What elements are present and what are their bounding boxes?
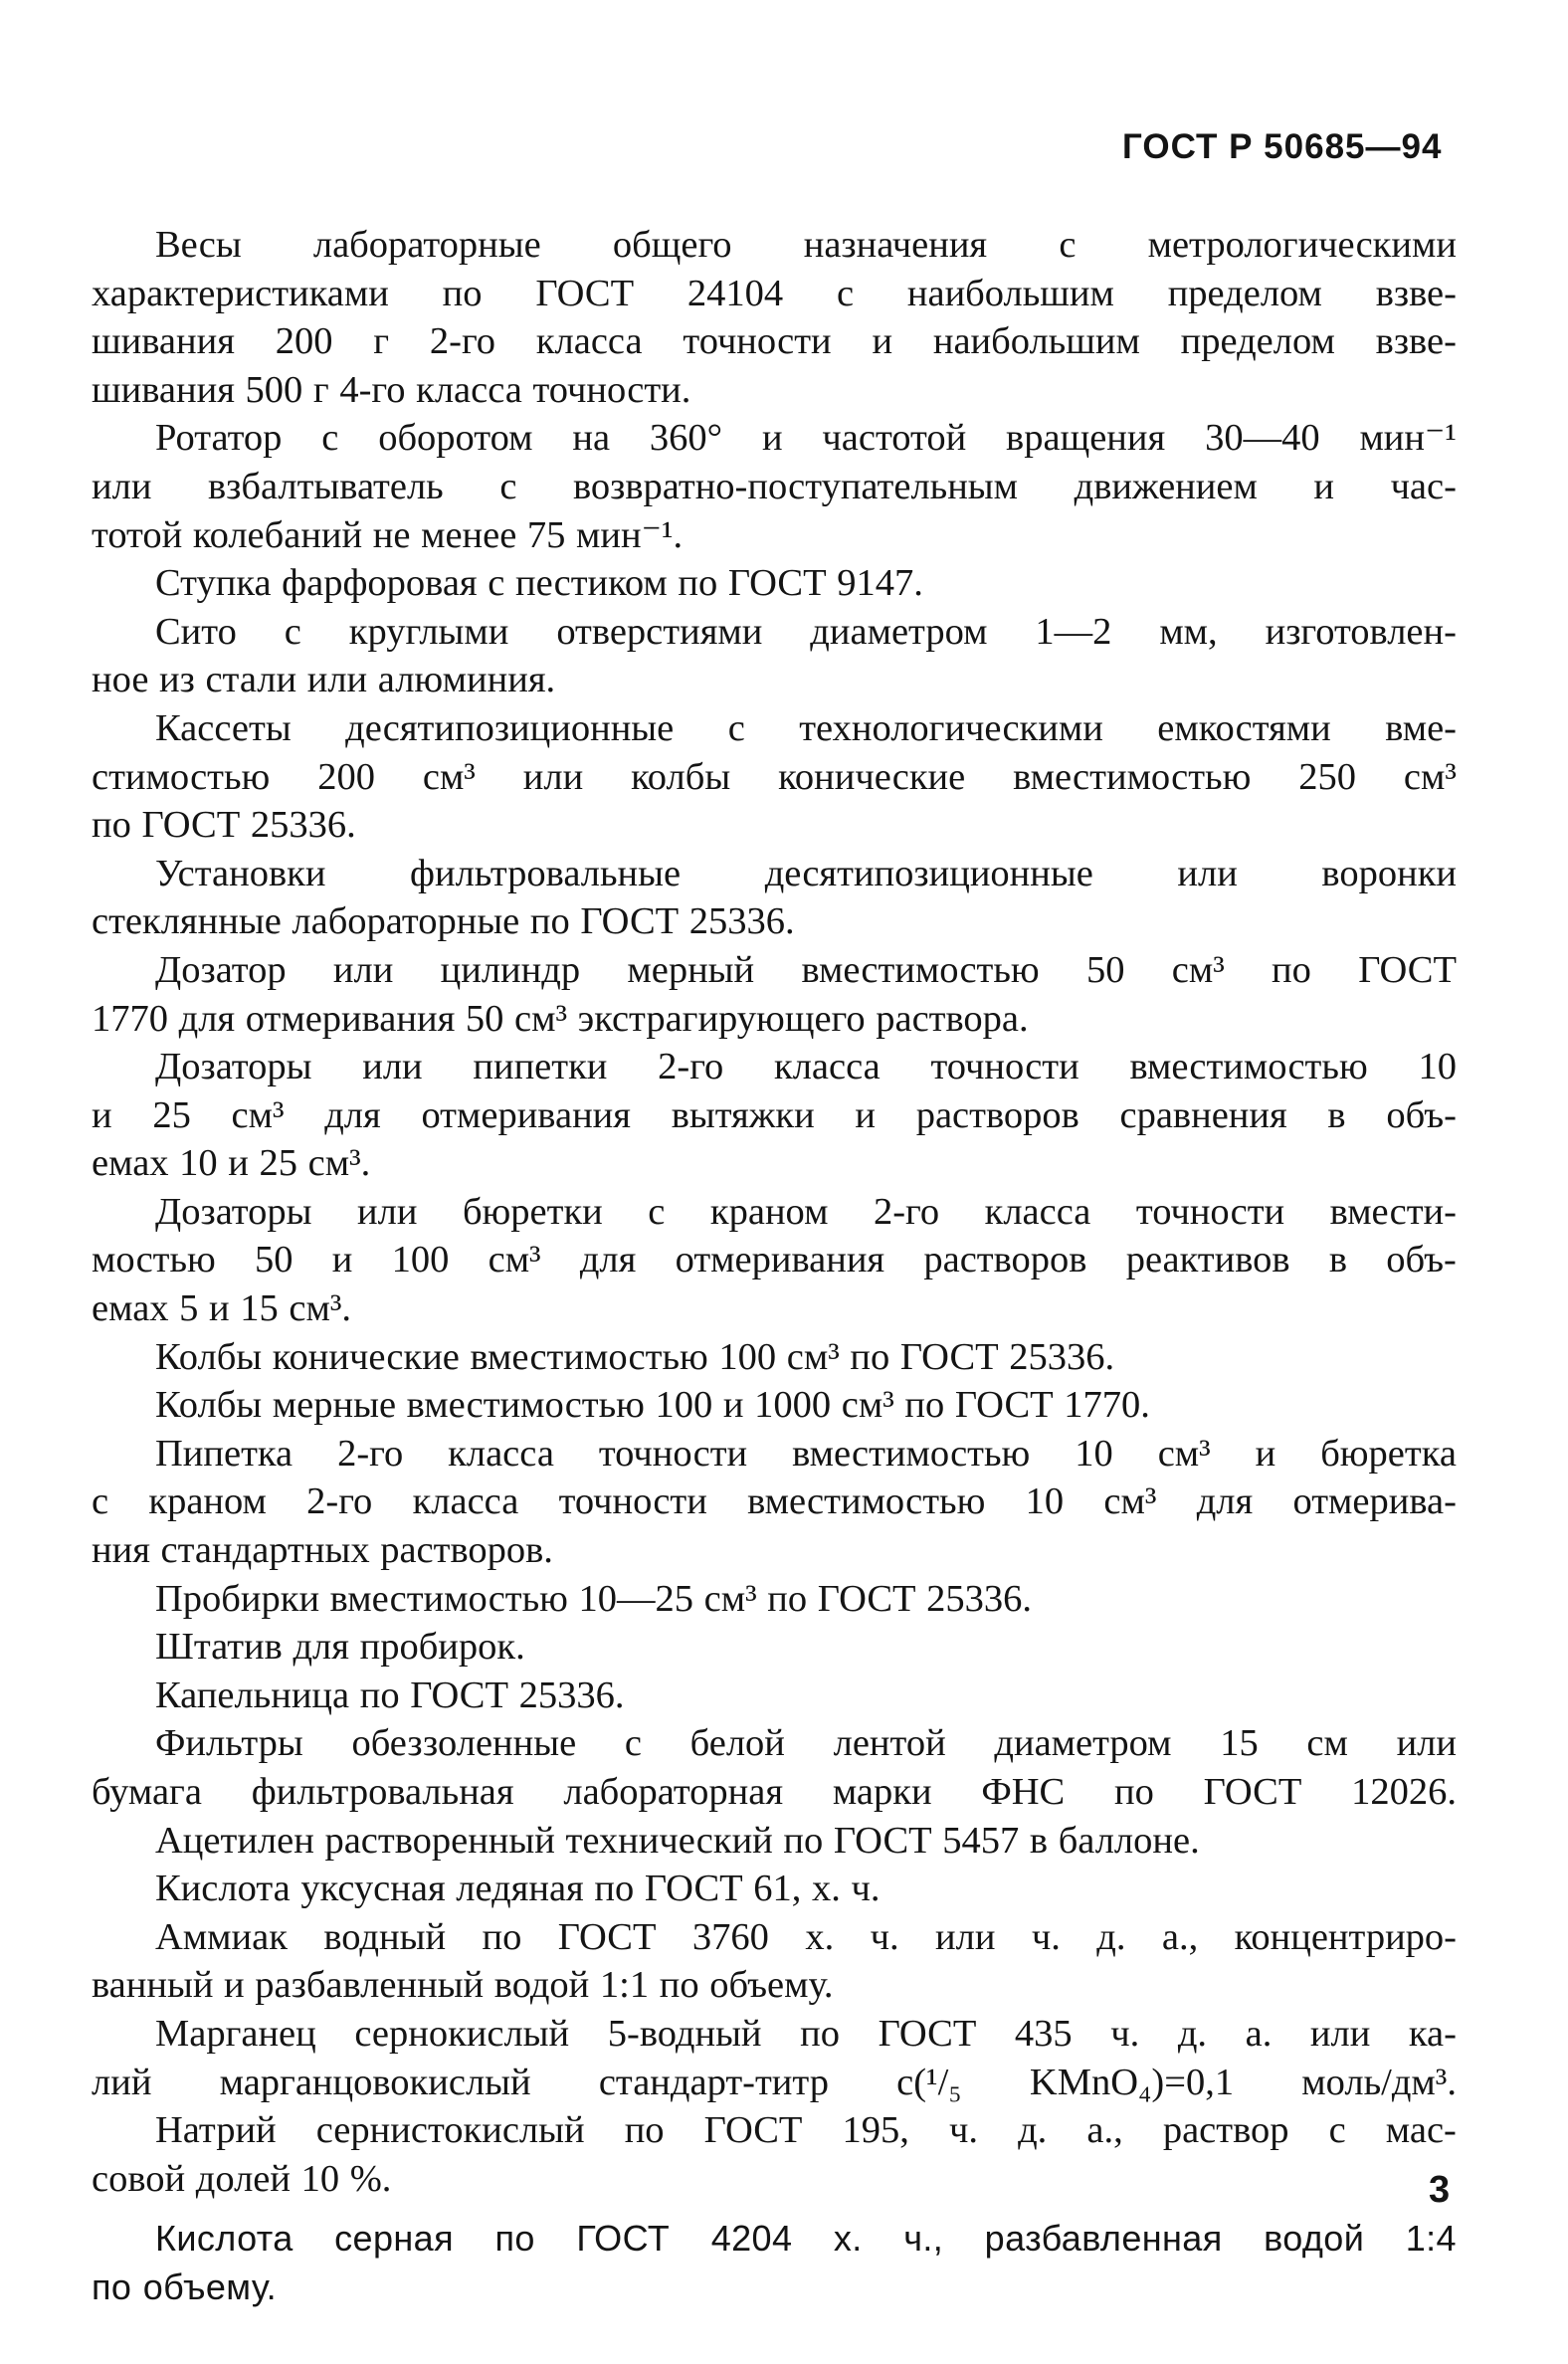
text-line: шивания 500 г 4-го класса точности. xyxy=(92,368,691,411)
word: Ротатор xyxy=(155,417,283,460)
word: отмеривания xyxy=(421,1093,631,1136)
text-line: Кислота уксусная ледяная по ГОСТ 61, х. ч. xyxy=(155,1868,881,1910)
word: белой xyxy=(689,1722,785,1765)
word: ч. xyxy=(870,1915,899,1958)
word: или xyxy=(92,465,152,507)
word: 24104 xyxy=(686,272,784,314)
word: лабораторные xyxy=(312,224,541,266)
word: марки xyxy=(832,1771,932,1813)
word: с xyxy=(624,1722,642,1765)
word: растворов xyxy=(915,1093,1079,1136)
word: см³ xyxy=(231,1093,285,1136)
text-line xyxy=(92,1768,1457,1817)
word: 10 xyxy=(1418,1046,1457,1088)
word: Кислота xyxy=(155,2218,294,2260)
word: или xyxy=(1396,1722,1457,1765)
word: стандарт-титр xyxy=(598,2061,829,2103)
word: 1:4 xyxy=(1405,2218,1457,2260)
word: в xyxy=(1327,1093,1346,1136)
word: Кассеты xyxy=(155,706,292,749)
word: десятипозиционные xyxy=(345,706,675,749)
word: Аммиак xyxy=(155,1915,288,1958)
text-line: 1770 для отмеривания 50 см³ экстрагирующего раствора. xyxy=(92,997,1029,1040)
word: 195, xyxy=(842,2109,909,2152)
word: вместимостью xyxy=(792,1432,1031,1475)
word: д. xyxy=(1018,2109,1048,2152)
word: растворов xyxy=(923,1239,1087,1281)
word: и xyxy=(92,1093,112,1136)
word: сернистокислый xyxy=(315,2109,585,2152)
word: по xyxy=(624,2109,665,2152)
word: шивания xyxy=(92,320,235,363)
text-line: Штатив для пробирок. xyxy=(155,1626,525,1669)
text-line: совой долей 10 %. xyxy=(92,2157,392,2200)
word: мм, xyxy=(1159,610,1218,653)
text-line xyxy=(92,221,1457,270)
word: изготовлен- xyxy=(1265,610,1457,653)
word: 10 xyxy=(1075,1432,1113,1475)
word: см³ xyxy=(1403,755,1457,798)
word: отверстиями xyxy=(556,610,763,653)
word: или xyxy=(357,1190,418,1233)
page-number: 3 xyxy=(1429,2169,1451,2211)
word: ч. xyxy=(1031,1915,1061,1958)
text-line xyxy=(92,1719,1457,1768)
text-line: ванный и разбавленный водой 1:1 по объему. xyxy=(92,1964,834,2007)
word: с xyxy=(836,272,855,314)
word: по xyxy=(800,2012,840,2055)
word: и xyxy=(331,1239,353,1281)
word: или xyxy=(332,948,394,991)
word: и xyxy=(855,1093,876,1136)
word: в xyxy=(1328,1239,1348,1281)
document-code-header: ГОСТ Р 50685—94 xyxy=(1122,127,1443,166)
text-line: ния стандартных растворов. xyxy=(92,1529,553,1572)
word: цилиндр xyxy=(440,948,581,991)
word: с xyxy=(727,706,745,749)
word: обеззоленные xyxy=(351,1722,577,1765)
word: Натрий xyxy=(155,2109,277,2152)
word: лентой xyxy=(833,1722,946,1765)
word: воронки xyxy=(1321,852,1457,894)
word: ч. xyxy=(948,2109,978,2152)
word: сернокислый xyxy=(354,2012,570,2055)
word: для xyxy=(579,1239,637,1281)
word: вместимостью xyxy=(801,948,1040,991)
text-line xyxy=(92,1236,1457,1284)
word: круглыми xyxy=(348,610,509,653)
word: или xyxy=(1309,2012,1371,2055)
word: по xyxy=(1113,1771,1154,1813)
word: взве- xyxy=(1375,272,1457,314)
text-line: Пробирки вместимостью 10—25 см³ по ГОСТ 25336. xyxy=(155,1577,1033,1620)
word: с xyxy=(499,465,517,507)
word: Фильтры xyxy=(155,1722,303,1765)
word: ФНС xyxy=(981,1771,1066,1813)
word: пределом xyxy=(1180,320,1335,363)
word: точности xyxy=(558,1480,707,1523)
word: метрологическими xyxy=(1147,224,1457,266)
text-line xyxy=(92,753,1457,802)
word: г xyxy=(373,320,390,363)
text-line: тотой колебаний не менее 75 мин⁻¹. xyxy=(92,513,684,556)
word: с xyxy=(321,417,339,460)
word: раствор xyxy=(1162,2109,1289,2152)
word: для xyxy=(324,1093,381,1136)
word: 2-го xyxy=(306,1480,373,1523)
word: точности xyxy=(1135,1190,1285,1233)
word: марганцовокислый xyxy=(219,2061,531,2103)
text-line xyxy=(92,850,1457,898)
word: и xyxy=(761,417,783,460)
word: 10 xyxy=(1025,1480,1065,1523)
word: класса xyxy=(535,320,643,363)
word: д. xyxy=(1177,2012,1208,2055)
word: Установки xyxy=(155,852,326,894)
word: мин⁻¹ xyxy=(1359,417,1457,460)
word: десятипозиционные xyxy=(764,852,1093,894)
word: стимостью xyxy=(92,755,271,798)
word: с xyxy=(92,1480,109,1523)
word: класса xyxy=(412,1480,519,1523)
word: или xyxy=(522,755,584,798)
word: оборотом xyxy=(378,417,533,460)
word: водой xyxy=(1264,2218,1365,2260)
word: д. xyxy=(1096,1915,1126,1958)
word: по xyxy=(494,2218,535,2260)
word: объ- xyxy=(1386,1093,1457,1136)
word: 30—40 xyxy=(1205,417,1320,460)
word: а., xyxy=(1086,2109,1123,2152)
word: движением xyxy=(1074,465,1258,507)
word: пипетки xyxy=(473,1046,608,1088)
word: х. xyxy=(833,2218,863,2260)
word: Дозаторы xyxy=(155,1190,312,1233)
text-line xyxy=(92,1913,1457,1962)
word: ГОСТ xyxy=(557,1915,657,1958)
word: вытяжки xyxy=(671,1093,815,1136)
word: Дозатор xyxy=(155,948,287,991)
word: ч. xyxy=(1110,2012,1140,2055)
word: а. xyxy=(1245,2012,1273,2055)
word: см³ xyxy=(1103,1480,1157,1523)
word: диаметром xyxy=(810,610,988,653)
word: пределом xyxy=(1167,272,1322,314)
word: по xyxy=(442,272,483,314)
text-line xyxy=(92,1188,1457,1237)
text-line xyxy=(92,463,1457,511)
word: вмести- xyxy=(1329,1190,1457,1233)
word: отмерива- xyxy=(1292,1480,1457,1523)
word: моль/дм³. xyxy=(1301,2061,1457,2103)
word: наибольшим xyxy=(932,320,1140,363)
word: мостью xyxy=(92,1239,216,1281)
word: бюретки xyxy=(462,1190,603,1233)
word: 12026. xyxy=(1351,1771,1457,1813)
word: а., xyxy=(1161,1915,1199,1958)
word: класса xyxy=(448,1432,554,1475)
word: конические xyxy=(778,755,966,798)
word: и xyxy=(1255,1432,1276,1475)
word: характеристиками xyxy=(92,272,389,314)
text-line: Капельница по ГОСТ 25336. xyxy=(155,1674,625,1716)
word: по xyxy=(482,1915,522,1958)
word: или xyxy=(1177,852,1238,894)
text-line: емах 10 и 25 см³. xyxy=(92,1142,371,1185)
text-line: Ацетилен растворенный технический по ГОСТ 5457 в баллоне. xyxy=(155,1819,1200,1862)
word: и xyxy=(872,320,893,363)
word: лабораторная xyxy=(563,1771,784,1813)
word: мас- xyxy=(1385,2109,1457,2152)
word: наибольшим xyxy=(906,272,1114,314)
text-line xyxy=(92,1043,1457,1091)
text-line xyxy=(92,2106,1457,2155)
word: 200 xyxy=(275,320,333,363)
word: с xyxy=(648,1190,666,1233)
word: с xyxy=(1059,224,1077,266)
word: ГОСТ xyxy=(703,2109,803,2152)
word: 50 xyxy=(1085,948,1125,991)
word: 200 xyxy=(317,755,375,798)
word: c(¹/₅ xyxy=(896,2061,962,2103)
word: точности xyxy=(683,320,832,363)
word: и xyxy=(1313,465,1334,507)
word: х. xyxy=(805,1915,835,1958)
word: вместимостью xyxy=(747,1480,986,1523)
word: см³ xyxy=(1157,1432,1211,1475)
text-line: ное из стали или алюминия. xyxy=(92,659,556,701)
word: см³ xyxy=(1171,948,1225,991)
word: 2-го xyxy=(873,1190,940,1233)
word: общего xyxy=(612,224,732,266)
word: Дозаторы xyxy=(155,1046,312,1088)
text-line xyxy=(92,608,1457,657)
word: 2-го xyxy=(658,1046,724,1088)
word: возвратно-поступательным xyxy=(572,465,1019,507)
word: фильтровальные xyxy=(410,852,682,894)
word: Пипетка xyxy=(155,1432,294,1475)
word: водный xyxy=(323,1915,447,1958)
word: 250 xyxy=(1298,755,1357,798)
word: вместимостью xyxy=(1129,1046,1368,1088)
word: диаметром xyxy=(994,1722,1172,1765)
word: или xyxy=(362,1046,423,1088)
word: ГОСТ xyxy=(1358,948,1457,991)
word: класса xyxy=(984,1190,1091,1233)
text-line: по ГОСТ 25336. xyxy=(92,804,356,847)
word: ка- xyxy=(1408,2012,1457,2055)
word: частотой xyxy=(822,417,967,460)
word: точности xyxy=(930,1046,1079,1088)
word: 25 xyxy=(152,1093,191,1136)
word: 4204 xyxy=(710,2218,793,2260)
text-line xyxy=(92,2215,1457,2264)
word: класса xyxy=(774,1046,881,1088)
word: емкостями xyxy=(1157,706,1331,749)
word: 50 xyxy=(255,1239,294,1281)
word: для xyxy=(1196,1480,1254,1523)
word: ч., xyxy=(903,2218,944,2260)
word: ГОСТ xyxy=(576,2218,671,2260)
word: с xyxy=(1328,2109,1346,2152)
word: серная xyxy=(334,2218,454,2260)
word: 100 xyxy=(391,1239,450,1281)
text-line: Колбы конические вместимостью 100 см³ по ГОСТ 25336. xyxy=(155,1335,1115,1378)
word: реактивов xyxy=(1125,1239,1290,1281)
word: 2-го xyxy=(337,1432,404,1475)
word: лий xyxy=(92,2061,152,2103)
text-line xyxy=(92,270,1457,318)
text-line xyxy=(92,317,1457,366)
text-line: по объему. xyxy=(92,2266,278,2307)
word: бумага xyxy=(92,1771,202,1813)
word: см³ xyxy=(488,1239,541,1281)
word: 5-водный xyxy=(607,2012,762,2055)
word: с xyxy=(284,610,301,653)
word: сравнения xyxy=(1119,1093,1287,1136)
document-body xyxy=(92,221,1457,2312)
word: ГОСТ xyxy=(878,2012,977,2055)
word: см³ xyxy=(422,755,476,798)
text-line xyxy=(92,1091,1457,1140)
word: колбы xyxy=(631,755,731,798)
word: Весы xyxy=(155,224,242,266)
word: отмеривания xyxy=(675,1239,885,1281)
word: Сито xyxy=(155,610,237,653)
word: точности xyxy=(598,1432,748,1475)
word: технологическими xyxy=(799,706,1103,749)
text-line xyxy=(92,946,1457,995)
word: KMnO₄)=0,1 xyxy=(1029,2061,1235,2103)
word: по xyxy=(1272,948,1311,991)
word: разбавленная xyxy=(984,2218,1223,2260)
text-line xyxy=(92,2010,1457,2059)
word: ГОСТ xyxy=(1203,1771,1302,1813)
word: 3760 xyxy=(691,1915,769,1958)
word: взбалтыватель xyxy=(207,465,444,507)
word: краном xyxy=(148,1480,267,1523)
word: мерный xyxy=(627,948,755,991)
word: 360° xyxy=(649,417,723,460)
text-line xyxy=(92,704,1457,753)
text-line: Колбы мерные вместимостью 100 и 1000 см³ по ГОСТ 1770. xyxy=(155,1384,1150,1427)
word: взве- xyxy=(1375,320,1457,363)
word: час- xyxy=(1390,465,1457,507)
text-line xyxy=(92,2059,1457,2107)
word: 2-го xyxy=(429,320,496,363)
word: ГОСТ xyxy=(535,272,635,314)
text-line: емах 5 и 15 см³. xyxy=(92,1287,351,1330)
word: 15 xyxy=(1220,1722,1259,1765)
word: объ- xyxy=(1386,1239,1457,1281)
text-line: стеклянные лабораторные по ГОСТ 25336. xyxy=(92,900,795,943)
word: назначения xyxy=(803,224,988,266)
word: бюретка xyxy=(1320,1432,1457,1475)
word: вме- xyxy=(1385,706,1457,749)
word: Марганец xyxy=(155,2012,316,2055)
word: фильтровальная xyxy=(251,1771,514,1813)
text-line: Ступка фарфоровая с пестиком по ГОСТ 9147. xyxy=(155,562,923,605)
word: или xyxy=(935,1915,996,1958)
word: на xyxy=(572,417,611,460)
text-line xyxy=(92,1478,1457,1526)
word: 1—2 xyxy=(1035,610,1112,653)
word: концентриро- xyxy=(1234,1915,1457,1958)
word: краном xyxy=(709,1190,829,1233)
word: вращения xyxy=(1006,417,1166,460)
text-line xyxy=(92,1430,1457,1478)
word: 435 xyxy=(1014,2012,1073,2055)
word: вместимостью xyxy=(1013,755,1252,798)
word: см xyxy=(1306,1722,1348,1765)
text-line xyxy=(92,414,1457,463)
